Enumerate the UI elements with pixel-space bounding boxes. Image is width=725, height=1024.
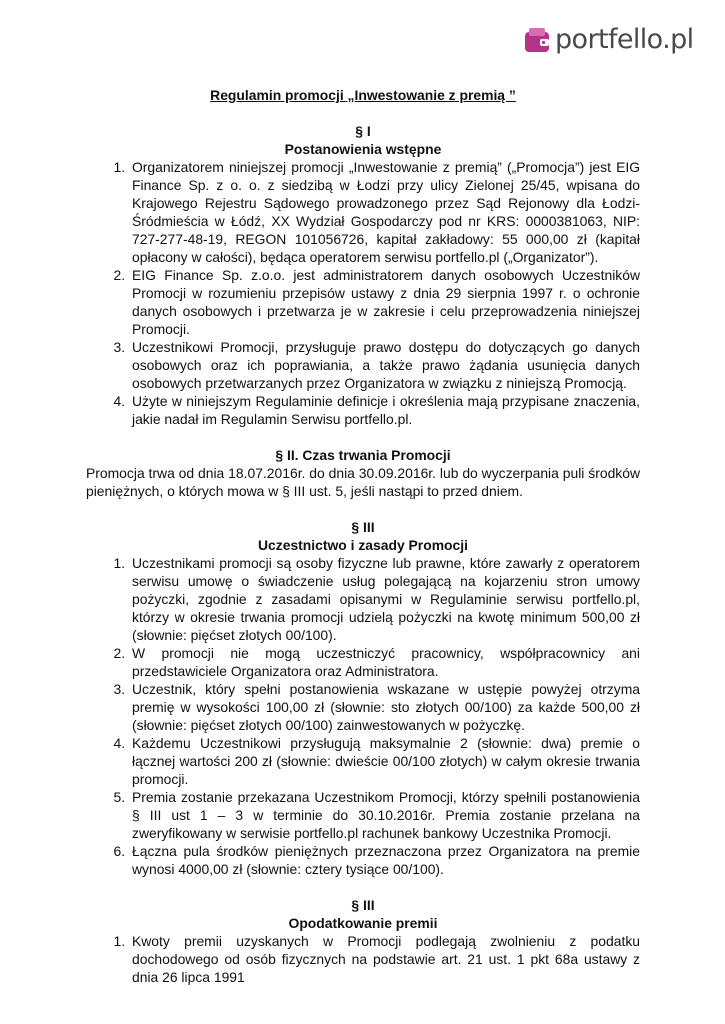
section-4-mark: § III: [351, 897, 375, 913]
section-1-heading: Postanowienia wstępne: [284, 141, 442, 157]
list-item: 1. Organizatorem niniejszej promocji „Inwestowanie z premią” („Promocja”) jest EIG Finance Sp. z o. o. z siedzibą w Łodzi przy ulicy Zielonej 25/45, wpisana do Krajowego Rejestru Sądowego prowadzonego przez Sąd Rejonowy dla Łodzi-Śródmieścia w Łódź, XX Wydział Gospodarczy pod nr KRS: 0000381063, NIP: 727-277-48-19, REGON 101056726, kapitał zakładowy: 55 000,00 zł (kapitał opłacony w całości), będąca operatorem serwisu portfello.pl („Organizator”).: [129, 158, 640, 266]
document-body: [86, 86, 640, 986]
section-2-heading: § II. Czas trwania Promocji: [275, 447, 451, 463]
list-item: 3. Uczestnik, który spełni postanowienia wskazane w ustępie powyżej otrzyma premię w wysokości 100,00 zł (słownie: sto złotych 00/100) za każde 500,00 zł (słownie: pięćset złotych 00/100) zainwestowanych w pożyczkę.: [129, 680, 640, 734]
section-1-mark: § I: [355, 123, 371, 139]
list-item: 4. Każdemu Uczestnikowi przysługują maksymalnie 2 (słownie: dwa) premie o łącznej wartości 200 zł (słownie: dwieście 00/100 złotych) w całym okresie trwania promocji.: [129, 734, 640, 788]
section-4-list: [86, 932, 640, 986]
list-item: 6. Łączna pula środków pieniężnych przeznaczona przez Organizatora na premie wynosi 4000,00 zł (słownie: cztery tysiące 00/100).: [129, 842, 640, 878]
wallet-icon: [522, 25, 552, 55]
logo-text: portfello.pl: [555, 24, 694, 55]
list-item: 1. Uczestnikami promocji są osoby fizyczne lub prawne, które zawarły z operatorem serwisu umowę o świadczenie usług polegającą na kojarzeniu stron umowy pożyczki, zgodnie z zasadami opisanymi w Regulaminie serwisu portfello.pl, którzy w okresie trwania promocji udzielą pożyczki na kwotę minimum 500,00 zł (słownie: pięćset złotych 00/100).: [129, 554, 640, 644]
list-item: 4. Użyte w niniejszym Regulaminie definicje i określenia mają przypisane znaczenia, jakie nadał im Regulamin Serwisu portfello.pl.: [129, 392, 640, 428]
section-2-text: Promocja trwa od dnia 18.07.2016r. do dnia 30.09.2016r. lub do wyczerpania puli środków pieniężnych, o których mowa w § III ust. 5, jeśli nastąpi to przed dniem.: [86, 465, 640, 499]
list-item: 1. Kwoty premii uzyskanych w Promocji podlegają zwolnieniu z podatku dochodowego od osób fizycznych na podstawie art. 21 ust. 1 pkt 68a ustawy z dnia 26 lipca 1991: [129, 932, 640, 986]
section-1-list: [86, 158, 640, 428]
section-4-heading: Opodatkowanie premii: [288, 915, 438, 931]
list-item: 3. Uczestnikowi Promocji, przysługuje prawo dostępu do dotyczących go danych osobowych oraz ich poprawiania, a także prawo żądania usunięcia danych osobowych przetwarzanych przez Organizatora w związku z niniejszą Promocją.: [129, 338, 640, 392]
portfello-logo: [522, 24, 694, 55]
list-item: 5. Premia zostanie przekazana Uczestnikom Promocji, którzy spełnili postanowienia § III ust 1 – 3 w terminie do 30.10.2016r. Premia zostanie przelana na zweryfikowany w serwisie portfello.pl rachunek bankowy Uczestnika Promocji.: [129, 788, 640, 842]
list-item: 2. W promocji nie mogą uczestniczyć pracownicy, współpracownicy ani przedstawiciele Organizatora oraz Administratora.: [129, 644, 640, 680]
document-title: Regulamin promocji „Inwestowanie z premią ”: [210, 87, 516, 103]
section-3-list: [86, 554, 640, 878]
section-3-mark: § III: [351, 519, 375, 535]
section-3-heading: Uczestnictwo i zasady Promocji: [258, 537, 468, 553]
list-item: 2. EIG Finance Sp. z.o.o. jest administratorem danych osobowych Uczestników Promocji w rozumieniu przepisów ustawy z dnia 29 sierpnia 1997 r. o ochronie danych osobowych i przetwarza je w zakresie i celu przeprowadzenia niniejszej Promocji.: [129, 266, 640, 338]
